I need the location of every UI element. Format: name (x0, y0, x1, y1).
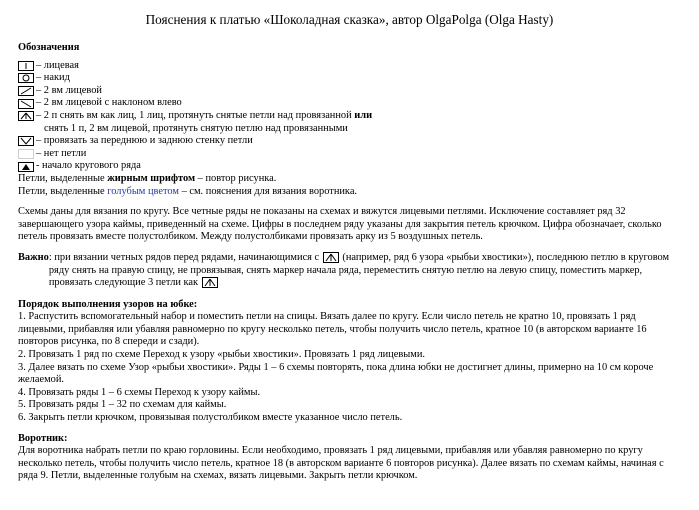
legend-heading: Обозначения (18, 42, 80, 53)
double-decrease-icon (323, 252, 339, 263)
document-title: Пояснения к платью «Шоколадная сказка», автор OlgaPolga (Olga Hasty) (145, 12, 554, 27)
double-decrease-icon (18, 111, 34, 121)
important-note (18, 252, 681, 290)
legend-item-double-decrease-alt (18, 123, 681, 136)
order-step: 3. Далее вязать по схеме Узор «рыбьи хвостики». Ряды 1 – 6 схемы повторять, пока длина юбки не достигнет длины, примерно на 10 см короче желаемой. (18, 361, 654, 386)
legend-item-round-start (18, 160, 681, 173)
legend-item-label: – лицевая (36, 59, 79, 71)
legend-item-no-stitch (18, 148, 681, 161)
legend-item-label: – провязать за переднюю и заднюю стенку петли (36, 135, 253, 147)
legend-item-ssk (18, 97, 681, 110)
slash-right-icon (18, 86, 34, 96)
legend-item-k2tog (18, 85, 681, 98)
important-text: : при вязании четных рядов перед рядами, начинающимися с (например, ряд 6 узора «рыбьи хвостики»), последнюю петлю в круговом ряду снять на правую спицу, не провязывая, снять маркер начала ряда, переместить снятую петлю на левую спицу, поместить маркер, провязать следующие 3 петли как (48, 251, 670, 289)
blank-cell-icon (18, 149, 34, 159)
legend-item-label: – 2 вм лицевой с наклоном влево (36, 97, 182, 109)
legend-section (18, 42, 681, 198)
v-both-walls-icon (18, 136, 34, 146)
collar-paragraph: Для воротника набрать петли по краю горловины. Если необходимо, провязать 1 ряд лицевыми, прибавляя или убавляя равномерно по кругу несколько петель, чтобы получить число петель, кратное 18 (в авторском варианте 6 повторов рисунка). Далее вязать по схемам каймы, начиная с ряда 9. Петли, выделенные голубым на схемах, вязать лицевыми. Закрыть петли крючком. (18, 445, 664, 482)
legend-item-label: - начало кругового ряда (36, 160, 141, 172)
legend-item-label: – 2 п снять вм как лиц, 1 лиц, протянуть снятые петли над провязанной или (36, 109, 373, 121)
double-decrease-icon (202, 277, 218, 288)
legend-item-label: – накид (36, 72, 70, 84)
legend-item-label: снять 1 п, 2 вм лицевой, протянуть снятую петлю над провязанными (44, 122, 348, 134)
circle-icon (18, 73, 34, 83)
legend-item-kfb (18, 135, 681, 148)
triangle-icon (18, 162, 34, 172)
legend-item-double-decrease (18, 110, 681, 123)
order-section (18, 299, 681, 425)
blue-collar-note: Петли, выделенные голубым цветом – см. пояснения для вязания воротника. (18, 185, 358, 197)
order-step: 1. Распустить вспомогательный набор и поместить петли на спицы. Вязать далее по кругу. Если число петель не кратно 10, провязать 1 ряд лицевыми, прибавляя или убавляя равномерно по кругу несколько петель, чтобы получить число петель, кратное 10 (в авторском варианте 16 повторов рисунка, по 8 спереди и сзади). (18, 311, 647, 348)
legend-item-yarnover (18, 72, 681, 85)
collar-section (18, 433, 681, 483)
legend-item-label: – 2 вм лицевой (36, 84, 102, 96)
order-heading: Порядок выполнения узоров на юбке: (18, 298, 198, 310)
order-step: 2. Провязать 1 ряд по схеме Переход к узору «рыбьи хвостики». Провязать 1 ряд лицевыми. (18, 349, 425, 361)
vertical-bar-icon (18, 61, 34, 71)
order-step: 5. Провязать ряды 1 – 32 по схемам для каймы. (18, 399, 227, 411)
legend-item-label: – нет петли (36, 147, 87, 159)
schemes-paragraph: Схемы даны для вязания по кругу. Все четные ряды не показаны на схемах и вяжутся лицевыми петлями. Исключение составляет ряд 32 завершающего узора каймы, приведенный на схеме. Цифры в последнем ряду указаны для закрытия петель крючком. Цифра обозначает, сколько петель провязать вместе полустолбиком. Между полустолбиками провязать арку из 5 воздушных петель. (18, 206, 662, 243)
slash-left-icon (18, 99, 34, 109)
important-label: Важно (18, 251, 49, 263)
bold-repeat-note: Петли, выделенные жирным шрифтом – повтор рисунка. (18, 172, 277, 184)
order-step: 6. Закрыть петли крючком, провязывая полустолбиком вместе указанное число петель. (18, 412, 403, 424)
order-step: 4. Провязать ряды 1 – 6 схемы Переход к узору каймы. (18, 386, 261, 398)
legend-item-knit (18, 60, 681, 73)
collar-heading: Воротник: (18, 432, 68, 444)
